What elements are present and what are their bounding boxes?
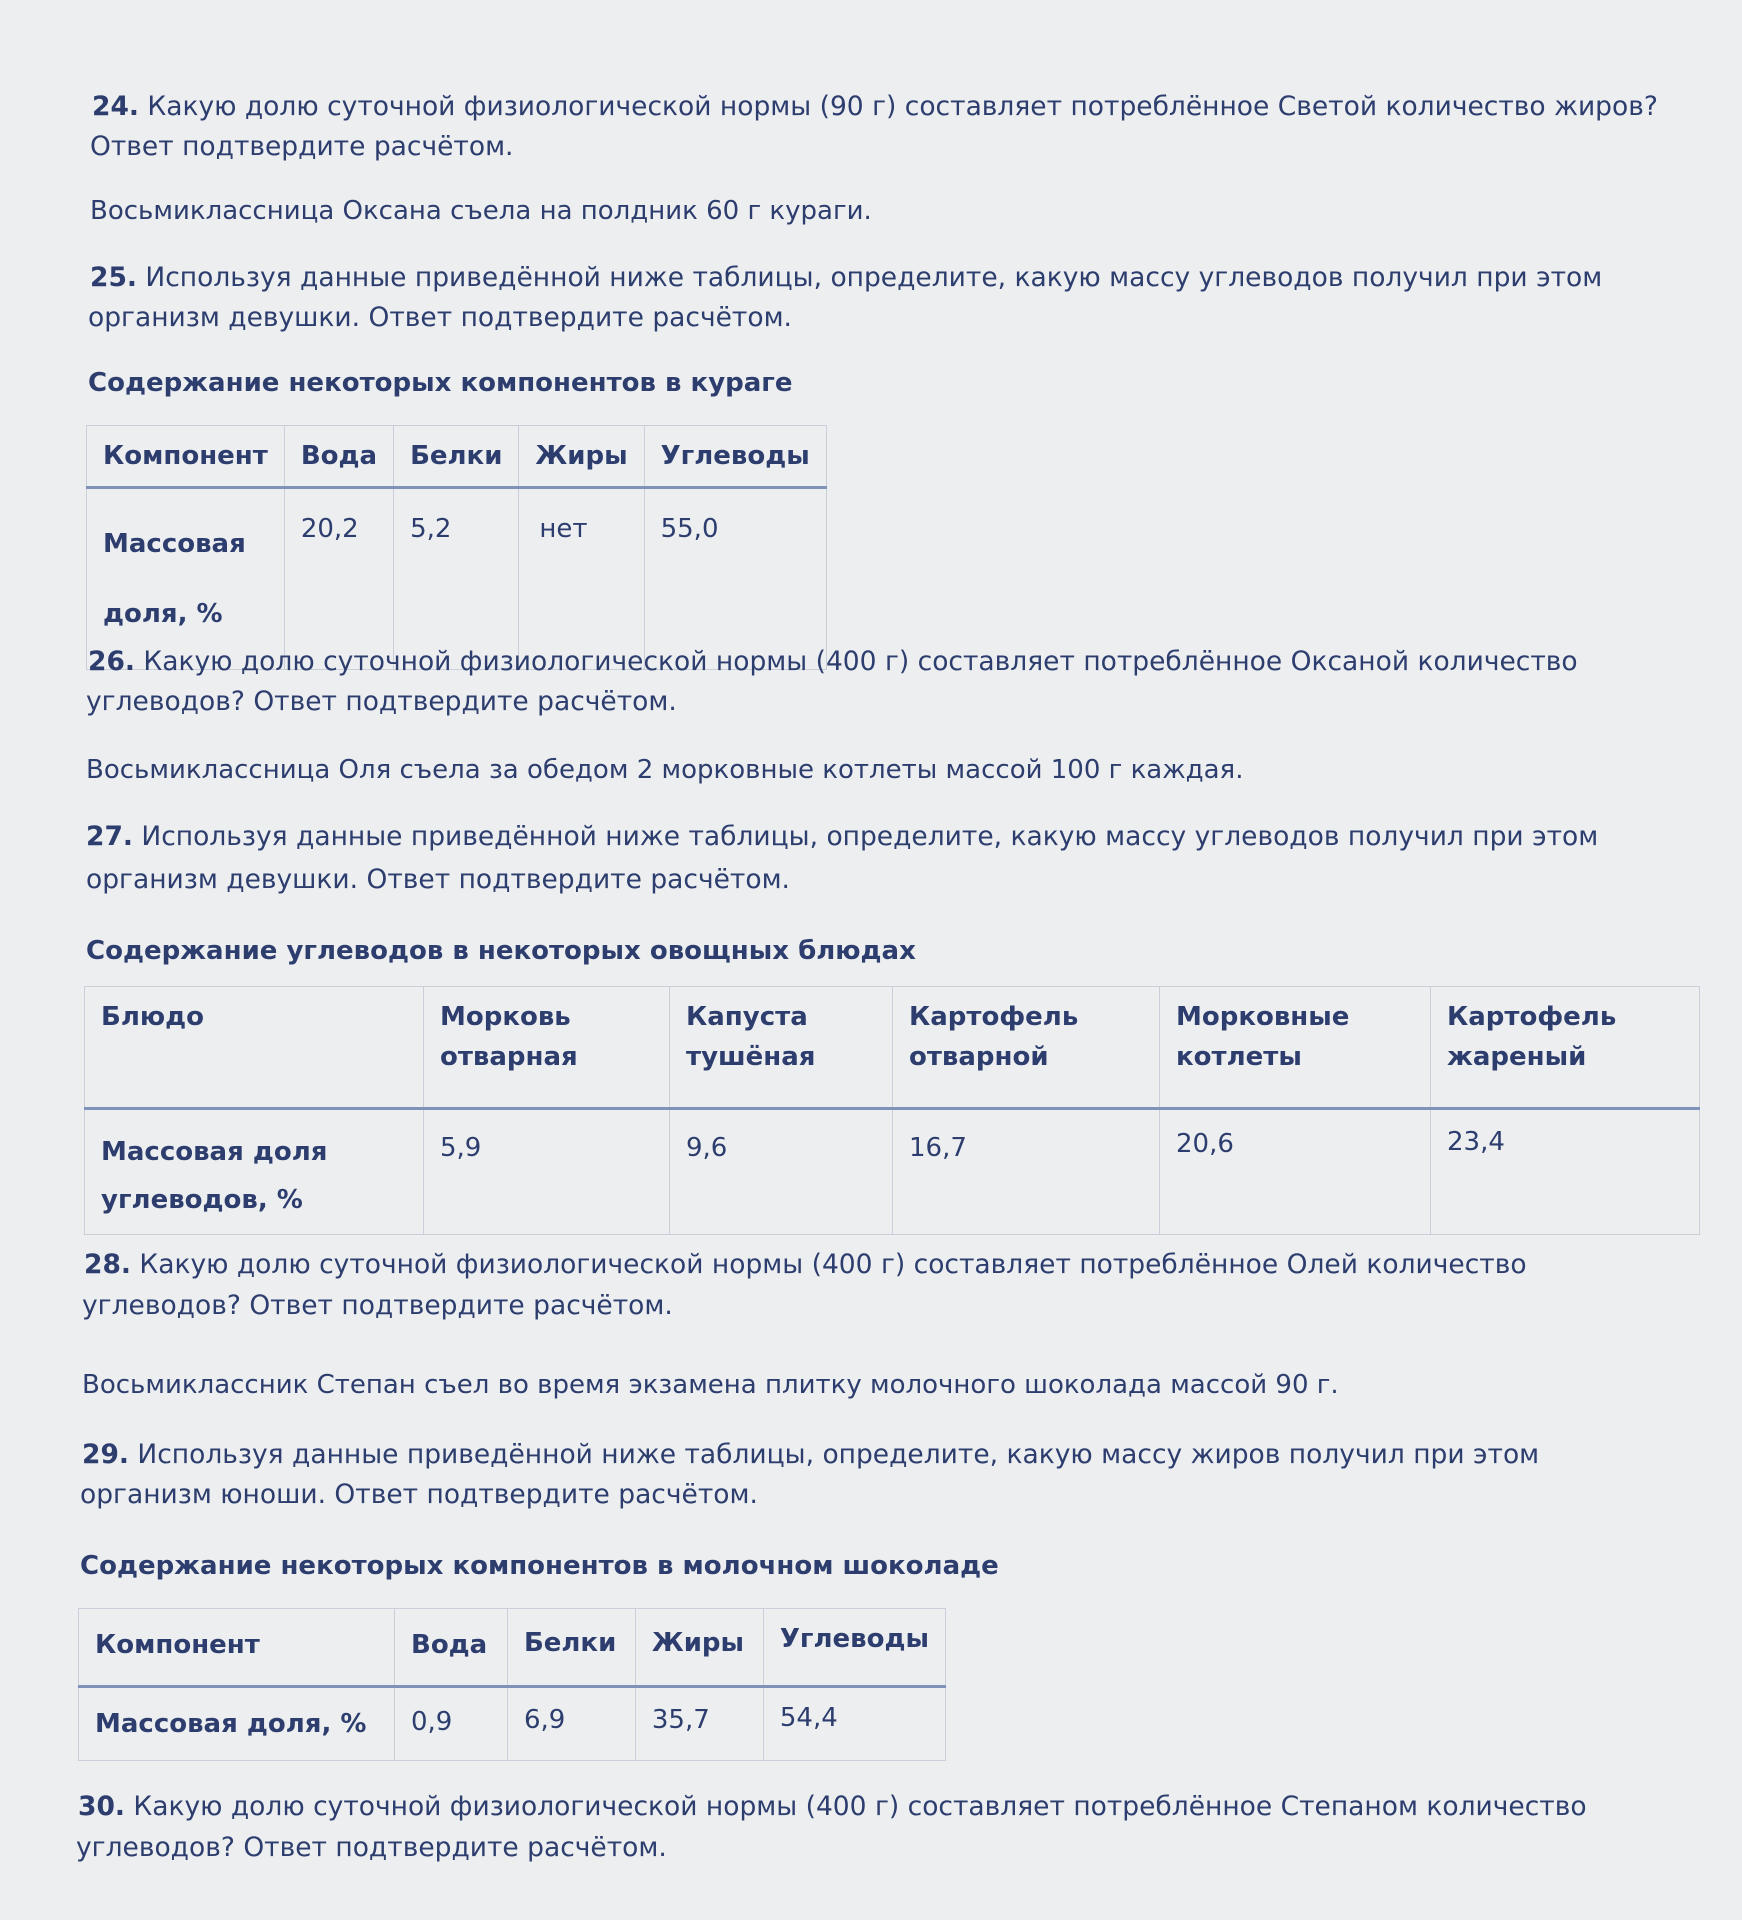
question-26-line2: углеводов? Ответ подтвердите расчётом. — [86, 686, 677, 717]
header-cell: Компонент — [79, 1609, 395, 1687]
value-cell: 54,4 — [763, 1687, 945, 1761]
question-text: Какую долю суточной физиологической нормы (400 г) составляет потреблённое Олей количество — [139, 1249, 1527, 1280]
table-milk-chocolate — [78, 1608, 946, 1761]
question-text: Используя данные приведённой ниже таблицы, определите, какую массу углеводов получил при этом — [145, 262, 1603, 293]
row-label-line2: доля, % — [103, 599, 223, 629]
row-label-cell: Массовая доля углеводов, % — [85, 1109, 424, 1235]
value-cell: 55,0 — [644, 488, 826, 670]
intro-oksana: Восьмиклассница Оксана съела на полдник 60 г кураги. — [90, 196, 872, 226]
table-vegetable-dishes — [84, 986, 1700, 1235]
value-cell: 9,6 — [670, 1109, 893, 1235]
value-cell: 35,7 — [635, 1687, 763, 1761]
question-number: 27. — [86, 821, 133, 852]
header-cell: Картофель жареный — [1431, 987, 1700, 1109]
header-cell: Белки — [507, 1609, 635, 1687]
value-cell: 20,2 — [284, 488, 393, 670]
header-cell: Морковь отварная — [424, 987, 670, 1109]
header-cell: Картофель отварной — [893, 987, 1160, 1109]
question-number: 28. — [84, 1249, 131, 1280]
value-cell: 5,2 — [394, 488, 519, 670]
table-row — [79, 1687, 946, 1761]
value-cell: 20,6 — [1160, 1109, 1431, 1235]
question-24-line2: Ответ подтвердите расчётом. — [90, 131, 514, 162]
header-cell: Вода — [284, 426, 393, 488]
value-cell: 16,7 — [893, 1109, 1160, 1235]
table1-title: Содержание некоторых компонентов в кураге — [88, 368, 793, 398]
question-29-line2: организм юноши. Ответ подтвердите расчётом. — [80, 1479, 758, 1510]
header-cell: Углеводы — [763, 1609, 945, 1687]
header-cell: Морковные котлеты — [1160, 987, 1431, 1109]
row-label-cell: Массовая доля, % — [79, 1687, 395, 1761]
header-cell: Блюдо — [85, 987, 424, 1109]
header-cell: Капуста тушёная — [670, 987, 893, 1109]
header-cell: Углеводы — [644, 426, 826, 488]
question-number: 26. — [88, 646, 135, 677]
question-28-line2: углеводов? Ответ подтвердите расчётом. — [82, 1290, 673, 1321]
question-number: 24. — [92, 91, 139, 122]
question-text: Какую долю суточной физиологической нормы (400 г) составляет потреблённое Оксаной количество — [143, 646, 1578, 677]
row-label-line1: Массовая — [103, 529, 246, 559]
header-cell: Белки — [394, 426, 519, 488]
table-header-row — [87, 426, 827, 488]
header-cell: Жиры — [635, 1609, 763, 1687]
question-text: Какую долю суточной физиологической нормы (90 г) составляет потреблённое Светой количество жиров? — [147, 91, 1658, 122]
table2-title: Содержание углеводов в некоторых овощных блюдах — [86, 936, 916, 966]
question-30-line1 — [78, 1788, 1587, 1826]
intro-stepan: Восьмиклассник Степан съел во время экзамена плитку молочного шоколада массой 90 г. — [82, 1370, 1339, 1400]
question-number: 30. — [78, 1791, 125, 1822]
table-header-row — [79, 1609, 946, 1687]
question-29-line1 — [82, 1436, 1539, 1474]
table-header-row — [85, 987, 1700, 1109]
question-text: Используя данные приведённой ниже таблицы, определите, какую массу углеводов получил при этом — [141, 821, 1599, 852]
intro-olya: Восьмиклассница Оля съела за обедом 2 морковные котлеты массой 100 г каждая. — [86, 755, 1244, 785]
table-row — [85, 1109, 1700, 1235]
question-number: 25. — [90, 262, 137, 293]
question-number: 29. — [82, 1439, 129, 1470]
header-cell: Жиры — [519, 426, 644, 488]
question-30-line2: углеводов? Ответ подтвердите расчётом. — [76, 1832, 667, 1863]
question-text: Какую долю суточной физиологической нормы (400 г) составляет потреблённое Степаном количество — [133, 1791, 1587, 1822]
question-26-line1 — [88, 643, 1578, 681]
value-cell: 5,9 — [424, 1109, 670, 1235]
value-cell: 23,4 — [1431, 1109, 1700, 1235]
question-24-line1 — [92, 88, 1658, 126]
value-cell: 0,9 — [395, 1687, 508, 1761]
question-25-line1 — [90, 259, 1602, 297]
question-25-line2: организм девушки. Ответ подтвердите расчётом. — [88, 302, 792, 333]
header-cell: Вода — [395, 1609, 508, 1687]
table3-title: Содержание некоторых компонентов в молочном шоколаде — [80, 1551, 999, 1581]
header-cell: Компонент — [87, 426, 285, 488]
question-text: Используя данные приведённой ниже таблицы, определите, какую массу жиров получил при этом — [137, 1439, 1540, 1470]
table-dried-apricots — [86, 425, 827, 670]
question-27-line2: организм девушки. Ответ подтвердите расчётом. — [86, 864, 790, 895]
value-cell: нет — [519, 488, 644, 670]
question-27-line1 — [86, 818, 1598, 856]
value-cell: 6,9 — [507, 1687, 635, 1761]
question-28-line1 — [84, 1246, 1527, 1284]
